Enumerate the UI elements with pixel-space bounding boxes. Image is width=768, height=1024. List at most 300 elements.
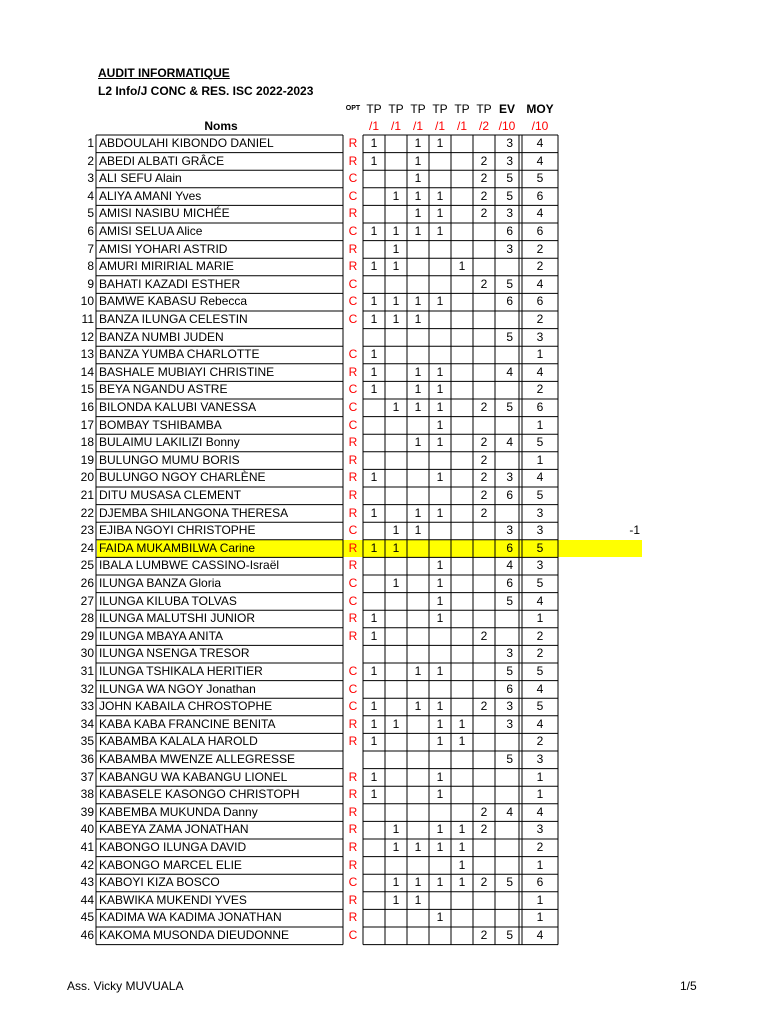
tp-score-1: 1	[370, 382, 378, 397]
tp-score-5: 1	[458, 840, 466, 854]
student-name: ILUNGA WA NGOY Jonathan	[99, 681, 256, 696]
row-number: 36	[80, 752, 94, 766]
tp-score-6: 2	[480, 699, 488, 714]
row-number: 19	[80, 452, 94, 467]
header-col-7-bottom: /10	[498, 119, 516, 133]
row-number: 12	[80, 329, 94, 344]
row-number: 9	[87, 276, 94, 291]
tp-score-6: 2	[480, 452, 488, 467]
tp-score-1: 1	[370, 347, 378, 362]
ev-score: 5	[506, 752, 513, 766]
row-number: 14	[80, 364, 94, 379]
tp-score-1: 1	[370, 153, 378, 168]
option-code: C	[348, 417, 358, 432]
option-code: C	[348, 312, 358, 326]
tp-score-6: 2	[480, 928, 488, 942]
moy-score: 5	[536, 488, 544, 502]
student-name: ILUNGA BANZA Gloria	[99, 576, 222, 590]
option-code: R	[348, 540, 358, 555]
tp-score-1: 1	[370, 540, 378, 555]
tp-score-2: 1	[392, 188, 400, 203]
moy-score: 4	[536, 276, 544, 291]
table-row	[0, 205, 768, 223]
header-col-8-bottom: /10	[531, 119, 549, 133]
tp-score-4: 1	[436, 400, 444, 414]
tp-score-6: 2	[480, 276, 488, 291]
row-number: 22	[80, 505, 94, 520]
moy-score: 1	[536, 910, 544, 925]
ev-score: 5	[506, 593, 513, 608]
student-name: KAKOMA MUSONDA DIEUDONNE	[99, 928, 290, 942]
tp-score-6: 2	[480, 628, 488, 643]
row-number: 30	[80, 646, 94, 661]
moy-score: 1	[536, 892, 544, 907]
header-col-2-bottom: /1	[390, 119, 401, 133]
tp-score-3: 1	[414, 840, 422, 854]
row-number: 2	[87, 153, 94, 168]
table-row	[0, 786, 768, 804]
student-name: BASHALE MUBIAYI CHRISTINE	[99, 364, 275, 379]
option-code: R	[348, 241, 358, 256]
option-code: R	[348, 734, 358, 749]
tp-score-6: 2	[480, 470, 488, 485]
table-row	[0, 681, 768, 699]
student-name: KABEYA ZAMA JONATHAN	[99, 822, 249, 837]
row-number: 44	[80, 892, 94, 907]
row-number: 40	[80, 822, 94, 837]
moy-score: 6	[536, 224, 544, 238]
table-row	[0, 909, 768, 927]
ev-score: 5	[506, 329, 513, 344]
ev-score: 5	[506, 875, 513, 890]
document-subtitle: L2 Info/J CONC & RES. ISC 2022-2023	[98, 84, 314, 98]
moy-score: 5	[536, 576, 544, 590]
option-code: C	[348, 593, 358, 608]
table-row	[0, 575, 768, 593]
moy-score: 1	[536, 787, 544, 802]
tp-score-6: 2	[480, 505, 488, 520]
tp-score-6: 2	[480, 400, 488, 414]
option-code: R	[348, 452, 358, 467]
tp-score-4: 1	[436, 611, 444, 626]
tp-score-3: 1	[414, 224, 422, 238]
ev-score: 6	[506, 488, 513, 502]
table-row	[0, 329, 768, 347]
row-number: 25	[80, 558, 94, 573]
tp-score-1: 1	[370, 364, 378, 379]
tp-score-1: 1	[370, 611, 378, 626]
student-name: KABAMBA KALALA HAROLD	[99, 734, 258, 749]
tp-score-3: 1	[414, 699, 422, 714]
tp-score-2: 1	[392, 576, 400, 590]
tp-score-3: 1	[414, 136, 422, 150]
moy-score: 4	[536, 364, 544, 379]
tp-score-3: 1	[414, 188, 422, 203]
option-code: R	[348, 470, 358, 485]
moy-score: 2	[536, 628, 544, 643]
ev-score: 3	[506, 523, 513, 538]
moy-score: 1	[536, 769, 544, 784]
tp-score-3: 1	[414, 505, 422, 520]
tp-score-1: 1	[370, 769, 378, 784]
moy-score: 2	[536, 734, 544, 749]
tp-score-4: 1	[436, 364, 444, 379]
tp-score-2: 1	[392, 312, 400, 326]
row-number: 10	[80, 294, 94, 309]
student-name: KABEMBA MUKUNDA Danny	[99, 804, 258, 819]
table-row	[0, 698, 768, 716]
tp-score-4: 1	[436, 699, 444, 714]
moy-score: 4	[536, 928, 544, 942]
tp-score-5: 1	[458, 822, 466, 837]
student-name: ABDOULAHI KIBONDO DANIEL	[99, 136, 274, 150]
moy-score: 3	[536, 752, 544, 766]
table-row	[0, 505, 768, 523]
row-number: 15	[80, 382, 94, 397]
header-col-6-bottom: /2	[478, 119, 489, 133]
tp-score-1: 1	[370, 294, 378, 309]
student-name: KABAMBA MWENZE ALLEGRESSE	[99, 752, 296, 766]
student-name: BEYA NGANDU ASTRE	[99, 382, 228, 397]
student-name: BANZA YUMBA CHARLOTTE	[99, 347, 260, 362]
option-code: C	[348, 171, 358, 186]
header-col-8-top: MOY	[526, 102, 554, 116]
student-name: BILONDA KALUBI VANESSA	[99, 400, 257, 414]
row-number: 13	[80, 347, 94, 362]
student-name: ILUNGA MALUTSHI JUNIOR	[99, 611, 256, 626]
option-code: R	[348, 892, 358, 907]
moy-score: 2	[536, 382, 544, 397]
table-row	[0, 135, 768, 153]
student-name: ALI SEFU Alain	[99, 171, 182, 186]
row-number: 11	[81, 312, 94, 326]
option-code: R	[348, 857, 358, 872]
option-code: R	[348, 804, 358, 819]
student-name: ILUNGA TSHIKALA HERITIER	[99, 664, 263, 678]
header-col-5-bottom: /1	[456, 119, 467, 133]
student-name: KABWIKA MUKENDI YVES	[99, 892, 247, 907]
student-name: AMISI NASIBU MICHÉE	[99, 206, 230, 221]
table-row	[0, 663, 768, 681]
moy-score: 6	[536, 875, 544, 890]
row-number: 23	[80, 523, 94, 538]
moy-score: 4	[536, 681, 544, 696]
ev-score: 6	[506, 294, 513, 309]
moy-score: 3	[536, 558, 544, 573]
ev-score: 5	[506, 276, 513, 291]
student-name: KABOYI KIZA BOSCO	[99, 875, 220, 890]
ev-score: 3	[506, 699, 513, 714]
tp-score-6: 2	[480, 435, 488, 450]
tp-score-2: 1	[392, 523, 400, 538]
student-name: AMURI MIRIRIAL MARIE	[99, 259, 234, 274]
moy-score: 5	[536, 699, 544, 714]
table-row	[0, 733, 768, 751]
ev-score: 3	[506, 136, 513, 150]
tp-score-6: 2	[480, 875, 488, 890]
table-row	[0, 751, 768, 769]
moy-score: 3	[536, 523, 544, 538]
tp-score-2: 1	[392, 294, 400, 309]
moy-score: 2	[536, 312, 544, 326]
tp-score-4: 1	[436, 822, 444, 837]
row-number: 5	[87, 206, 94, 221]
moy-score: 4	[536, 804, 544, 819]
tp-score-6: 2	[480, 822, 488, 837]
tp-score-4: 1	[436, 206, 444, 221]
option-code: R	[348, 628, 358, 643]
tp-score-3: 1	[414, 364, 422, 379]
student-name: AMISI YOHARI ASTRID	[99, 241, 228, 256]
ev-score: 3	[506, 646, 513, 661]
ev-score: 3	[506, 206, 513, 221]
row-number: 35	[80, 734, 94, 749]
tp-score-3: 1	[414, 400, 422, 414]
moy-score: 4	[536, 206, 544, 221]
table-row	[0, 927, 768, 945]
option-code: C	[348, 576, 358, 590]
table-row	[0, 716, 768, 734]
table-row	[0, 593, 768, 611]
option-code: C	[348, 523, 358, 538]
tp-score-1: 1	[370, 312, 378, 326]
option-code: C	[348, 347, 358, 362]
row-number: 26	[80, 576, 94, 590]
header-col-6-top: TP	[476, 102, 492, 116]
tp-score-2: 1	[392, 840, 400, 854]
tp-score-6: 2	[480, 804, 488, 819]
table-row	[0, 540, 768, 558]
student-name: BAHATI KAZADI ESTHER	[99, 276, 241, 291]
option-code: R	[348, 364, 358, 379]
moy-score: 4	[536, 153, 544, 168]
tp-score-6: 2	[480, 206, 488, 221]
header-noms: Noms	[204, 119, 238, 133]
tp-score-3: 1	[414, 523, 422, 538]
row-number: 42	[80, 857, 94, 872]
option-code: R	[348, 259, 358, 274]
moy-score: 4	[536, 470, 544, 485]
option-code: C	[348, 224, 358, 238]
moy-score: 1	[536, 417, 544, 432]
tp-score-1: 1	[370, 664, 378, 678]
tp-score-5: 1	[458, 716, 466, 731]
moy-score: 1	[536, 452, 544, 467]
tp-score-1: 1	[370, 699, 378, 714]
option-code: C	[348, 400, 358, 414]
tp-score-4: 1	[436, 910, 444, 925]
table-row	[0, 487, 768, 505]
option-code: C	[348, 188, 358, 203]
option-code: R	[348, 822, 358, 837]
row-number: 33	[80, 699, 94, 714]
tp-score-2: 1	[392, 716, 400, 731]
student-name: ILUNGA KILUBA TOLVAS	[99, 593, 237, 608]
tp-score-2: 1	[392, 892, 400, 907]
option-code: R	[348, 435, 358, 450]
tp-score-1: 1	[370, 224, 378, 238]
student-name: ALIYA AMANI Yves	[99, 188, 202, 203]
table-row	[0, 857, 768, 875]
tp-score-3: 1	[414, 435, 422, 450]
ev-score: 3	[506, 153, 513, 168]
moy-score: 6	[536, 294, 544, 309]
row-number: 8	[87, 259, 94, 274]
header-col-5-top: TP	[454, 102, 470, 116]
footer-page-number: 1/5	[680, 979, 697, 993]
moy-score: 6	[536, 188, 544, 203]
student-name: KABONGO MARCEL ELIE	[99, 857, 242, 872]
moy-score: 2	[536, 259, 544, 274]
row-number: 1	[87, 136, 94, 150]
row-number: 17	[80, 417, 94, 432]
row-number: 41	[80, 840, 94, 854]
row-number: 28	[80, 611, 94, 626]
moy-score: 3	[536, 505, 544, 520]
tp-score-6: 2	[480, 153, 488, 168]
tp-score-5: 1	[458, 259, 466, 274]
student-name: BULAIMU LAKILIZI Bonny	[99, 435, 240, 450]
tp-score-2: 1	[392, 875, 400, 890]
tp-score-4: 1	[436, 224, 444, 238]
moy-score: 4	[536, 593, 544, 608]
student-name: BULUNGO NGOY CHARLÈNE	[99, 470, 266, 485]
ev-score: 6	[506, 540, 513, 555]
student-name: EJIBA NGOYI CHRISTOPHE	[99, 523, 256, 538]
row-number: 27	[80, 593, 94, 608]
moy-score: 5	[536, 664, 544, 678]
tp-score-4: 1	[436, 576, 444, 590]
student-name: BANZA NUMBI JUDEN	[99, 329, 224, 344]
table-row	[0, 223, 768, 241]
table-row	[0, 346, 768, 364]
tp-score-3: 1	[414, 171, 422, 186]
row-number: 29	[80, 628, 94, 643]
student-name: KABANGU WA KABANGU LIONEL	[99, 769, 288, 784]
student-name: IBALA LUMBWE CASSINO-Israël	[99, 558, 280, 573]
moy-score: 2	[536, 646, 544, 661]
moy-score: 3	[536, 822, 544, 837]
moy-score: 5	[536, 171, 544, 186]
ev-score: 6	[506, 576, 513, 590]
ev-score: 3	[506, 241, 513, 256]
student-name: ILUNGA NSENGA TRESOR	[99, 646, 250, 661]
moy-score: 1	[536, 347, 544, 362]
table-row	[0, 645, 768, 663]
table-row	[0, 874, 768, 892]
row-number: 20	[80, 470, 94, 485]
table-row	[0, 469, 768, 487]
option-code: C	[348, 928, 358, 942]
option-code: R	[348, 787, 358, 802]
ev-score: 5	[506, 928, 513, 942]
table-row	[0, 557, 768, 575]
document-title: AUDIT INFORMATIQUE	[98, 66, 230, 80]
option-code: R	[348, 558, 358, 573]
option-code: R	[348, 611, 358, 626]
tp-score-4: 1	[436, 840, 444, 854]
tp-score-2: 1	[392, 241, 400, 256]
moy-score: 4	[536, 136, 544, 150]
student-name: DJEMBA SHILANGONA THERESA	[99, 505, 289, 520]
table-row	[0, 522, 768, 540]
option-code: R	[348, 488, 358, 502]
option-code: R	[348, 840, 358, 854]
tp-score-4: 1	[436, 417, 444, 432]
table-row	[0, 821, 768, 839]
table-row	[0, 381, 768, 399]
option-code: C	[348, 875, 358, 890]
student-name: KABASELE KASONGO CHRISTOPH	[99, 787, 300, 802]
tp-score-3: 1	[414, 153, 422, 168]
ev-score: 4	[506, 364, 513, 379]
option-code: R	[348, 505, 358, 520]
student-name: FAIDA MUKAMBILWA Carine	[99, 540, 256, 555]
moy-score: 5	[536, 540, 544, 555]
row-number: 32	[80, 681, 94, 696]
tp-score-1: 1	[370, 136, 378, 150]
tp-score-4: 1	[436, 664, 444, 678]
tp-score-3: 1	[414, 382, 422, 397]
tp-score-2: 1	[392, 259, 400, 274]
option-code: R	[348, 716, 358, 731]
student-name: ABEDI ALBATI GRÂCE	[99, 153, 225, 168]
ev-score: 5	[506, 188, 513, 203]
tp-score-4: 1	[436, 787, 444, 802]
moy-score: 6	[536, 400, 544, 414]
header-col-4-top: TP	[432, 102, 448, 116]
row-number: 18	[80, 435, 94, 450]
row-number: 45	[80, 910, 94, 925]
tp-score-3: 1	[414, 312, 422, 326]
tp-score-4: 1	[436, 294, 444, 309]
header-col-3-top: TP	[410, 102, 426, 116]
header-opt: OPT	[345, 105, 361, 112]
tp-score-5: 1	[458, 734, 466, 749]
moy-score: 5	[536, 435, 544, 450]
moy-score: 2	[536, 840, 544, 854]
table-row	[0, 452, 768, 470]
table-row	[0, 311, 768, 329]
row-number: 37	[80, 769, 94, 784]
option-code: C	[348, 681, 358, 696]
tp-score-4: 1	[436, 734, 444, 749]
row-number: 46	[80, 928, 94, 942]
ev-score: 6	[506, 681, 513, 696]
row-number: 6	[87, 224, 94, 238]
ev-score: 3	[506, 716, 513, 731]
tp-score-6: 2	[480, 188, 488, 203]
option-code: R	[348, 206, 358, 221]
tp-score-3: 1	[414, 664, 422, 678]
tp-score-4: 1	[436, 875, 444, 890]
table-row	[0, 364, 768, 382]
row-number: 43	[80, 875, 94, 890]
student-name: BOMBAY TSHIBAMBA	[99, 417, 222, 432]
tp-score-5: 1	[458, 875, 466, 890]
row-number: 7	[87, 241, 94, 256]
tp-score-3: 1	[414, 294, 422, 309]
tp-score-4: 1	[436, 505, 444, 520]
option-code: C	[348, 382, 358, 397]
tp-score-1: 1	[370, 259, 378, 274]
tp-score-2: 1	[392, 400, 400, 414]
row-number: 3	[87, 171, 94, 186]
tp-score-4: 1	[436, 769, 444, 784]
ev-score: 5	[506, 400, 513, 414]
row-number: 24	[80, 540, 94, 555]
student-name: KABONGO ILUNGA DAVID	[99, 840, 247, 854]
